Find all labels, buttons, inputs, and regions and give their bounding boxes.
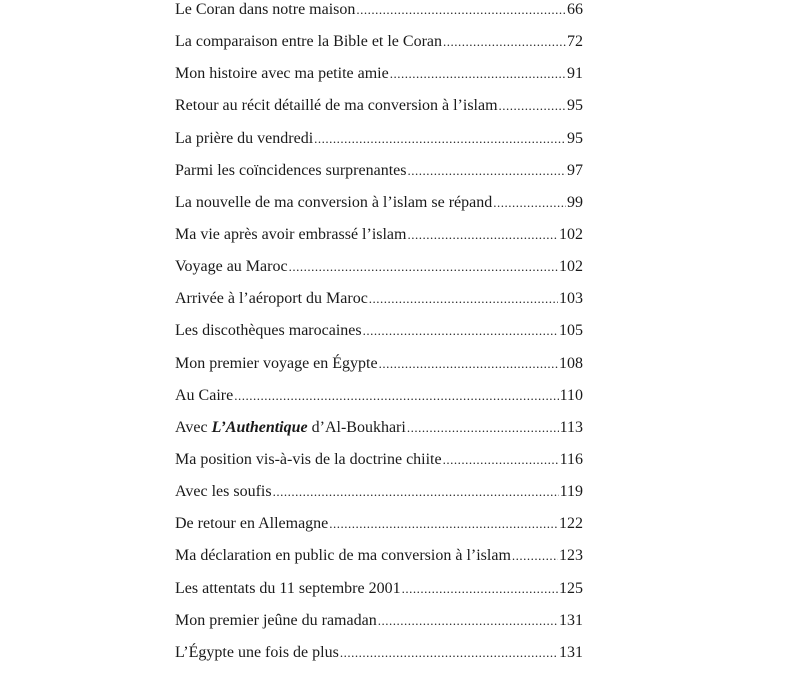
toc-entry[interactable]	[175, 33, 583, 65]
toc-entry-title: De retour en Allemagne	[175, 515, 329, 533]
toc-dot-leader	[443, 34, 566, 50]
toc-dot-leader	[378, 613, 558, 629]
toc-entry[interactable]	[175, 65, 583, 97]
toc-page-number: 113	[559, 418, 583, 436]
toc-dot-leader	[512, 548, 558, 564]
toc-page-number: 102	[559, 225, 583, 243]
toc-entry-title: Mon premier jeûne du ramadan	[175, 611, 377, 629]
toc-dot-leader	[499, 98, 566, 114]
toc-entry-title: Mon histoire avec ma petite amie	[175, 65, 389, 83]
toc-entry-title: Voyage au Maroc	[175, 258, 288, 276]
toc-page-number: 103	[559, 290, 583, 308]
toc-entry-title: Parmi les coïncidences surprenantes	[175, 161, 407, 179]
toc-page-number: 110	[559, 386, 583, 404]
toc-page-number: 105	[559, 322, 583, 340]
toc-entry[interactable]	[175, 355, 583, 387]
toc-page-number: 125	[559, 579, 583, 597]
toc-entry-title: La nouvelle de ma conversion à l’islam se répand	[175, 193, 493, 211]
toc-entry[interactable]	[175, 97, 583, 129]
toc-dot-leader	[273, 484, 559, 500]
toc-entry[interactable]	[175, 580, 583, 612]
toc-page-number: 95	[567, 129, 583, 147]
toc-entry[interactable]	[175, 612, 583, 644]
toc-entry-title: L’Égypte une fois de plus	[175, 643, 339, 661]
toc-dot-leader	[493, 195, 566, 211]
toc-page-number: 108	[559, 354, 583, 372]
book-title-emphasis: L’Authentique	[211, 418, 308, 436]
toc-title-prefix: Avec	[175, 418, 212, 436]
toc-page-number: 66	[567, 1, 583, 18]
toc-page-number: 95	[567, 97, 583, 115]
toc-entry-title: Avec les soufis	[175, 483, 272, 501]
toc-page-number: 97	[567, 161, 583, 179]
toc-page-number: 123	[559, 547, 583, 565]
toc-page-number: 99	[567, 193, 583, 211]
toc-title-suffix: d’Al-Boukhari	[307, 418, 406, 436]
toc-entry[interactable]	[175, 258, 583, 290]
toc-dot-leader	[407, 227, 558, 243]
toc-dot-leader	[369, 291, 558, 307]
toc-dot-leader	[356, 2, 566, 18]
toc-entry-title: La comparaison entre la Bible et le Coran	[175, 33, 443, 51]
toc-entry[interactable]	[175, 226, 583, 258]
toc-page-number: 102	[559, 258, 583, 276]
toc-entry[interactable]	[175, 387, 583, 419]
toc-entry-title: Retour au récit détaillé de ma conversion à l’islam	[175, 97, 498, 115]
toc-dot-leader	[234, 388, 558, 404]
toc-entry[interactable]	[175, 130, 583, 162]
toc-entry-title: Mon premier voyage en Égypte	[175, 354, 378, 372]
toc-entry[interactable]	[175, 515, 583, 547]
toc-page-number: 119	[559, 483, 583, 501]
toc-entry-title: Le Coran dans notre maison	[175, 1, 356, 18]
toc-page-number: 91	[567, 65, 583, 83]
toc-entry-title: La prière du vendredi	[175, 129, 314, 147]
toc-dot-leader	[402, 581, 558, 597]
toc-entry-title: Ma position vis-à-vis de la doctrine chiite	[175, 450, 442, 468]
toc-page-number: 122	[559, 515, 583, 533]
toc-dot-leader	[379, 356, 558, 372]
toc-entry[interactable]	[175, 162, 583, 194]
toc-page-number: 116	[559, 450, 583, 468]
toc-page-number: 131	[559, 611, 583, 629]
toc-entry[interactable]	[175, 547, 583, 579]
toc-entry[interactable]	[175, 483, 583, 515]
toc-dot-leader	[407, 163, 566, 179]
toc-entry-title	[175, 419, 406, 437]
toc-page-number: 131	[559, 643, 583, 661]
toc-entry-title: Les discothèques marocaines	[175, 322, 362, 340]
toc-entry-title: Arrivée à l’aéroport du Maroc	[175, 290, 368, 308]
toc-entry[interactable]	[175, 1, 583, 33]
toc-page-number: 72	[567, 33, 583, 51]
toc-dot-leader	[340, 645, 558, 661]
toc-entry-title: Ma vie après avoir embrassé l’islam	[175, 225, 407, 243]
toc-dot-leader	[289, 259, 558, 275]
toc-entry[interactable]	[175, 644, 583, 676]
toc-entry[interactable]	[175, 290, 583, 322]
toc-dot-leader	[363, 323, 558, 339]
toc-dot-leader	[314, 131, 566, 147]
toc-dot-leader	[443, 452, 559, 468]
toc-entry[interactable]	[175, 322, 583, 354]
toc-dot-leader	[329, 516, 558, 532]
toc-entry[interactable]	[175, 419, 583, 451]
toc-entry[interactable]	[175, 451, 583, 483]
toc-dot-leader	[407, 420, 559, 436]
toc-entry-title: Ma déclaration en public de ma conversion à l’islam	[175, 547, 511, 565]
toc-entry[interactable]	[175, 194, 583, 226]
toc-entry-title: Au Caire	[175, 386, 234, 404]
toc-entry-title: Les attentats du 11 septembre 2001	[175, 579, 401, 597]
toc-dot-leader	[390, 66, 566, 82]
table-of-contents	[175, 1, 583, 676]
